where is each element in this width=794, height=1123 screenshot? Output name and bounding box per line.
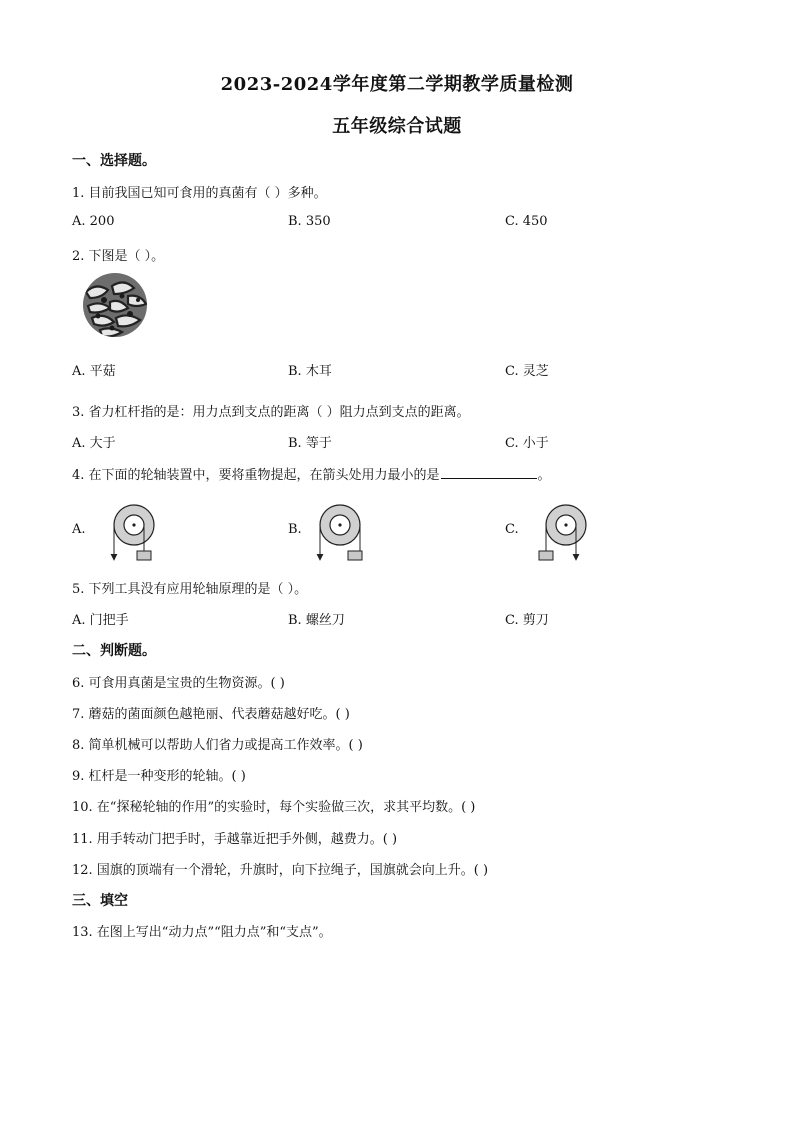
question-2: 2. 下图是（ ）。 [72, 249, 165, 264]
q1-option-c: C. 450 [505, 214, 548, 229]
judgement-item: 12. 国旗的顶端有一个滑轮，升旗时，向下拉绳子，国旗就会向上升。( ) [72, 863, 489, 878]
page-subtitle: 五年级综合试题 [332, 116, 462, 137]
question-3: 3. 省力杠杆指的是：用力点到支点的距离（ ）阻力点到支点的距离。 [72, 405, 470, 420]
page-title: 2023-2024学年度第二学期教学质量检测 [220, 74, 574, 95]
judgement-item: 7. 蘑菇的菌面颜色越艳丽、代表蘑菇越好吃。( ) [72, 707, 350, 722]
q4-option-b-label: B. [288, 522, 302, 537]
q3-option-c: C. 小于 [505, 436, 549, 451]
wheel-axle-diagram-b [312, 503, 368, 565]
question-13: 13. 在图上写出“动力点”“阻力点”和“支点”。 [72, 925, 332, 940]
judgement-item: 11. 用手转动门把手时，手越靠近把手外侧，越费力。( ) [72, 832, 398, 847]
question-1: 1. 目前我国已知可食用的真菌有（ ）多种。 [72, 186, 327, 201]
section2-heading: 二、判断题。 [72, 643, 156, 659]
question-5: 5. 下列工具没有应用轮轴原理的是（ ）。 [72, 582, 308, 597]
q2-option-c: C. 灵芝 [505, 364, 549, 379]
q4-text-end: 。 [537, 468, 551, 483]
q1-option-a: A. 200 [72, 214, 115, 229]
q5-option-b: B. 螺丝刀 [288, 613, 345, 628]
judgement-item: 9. 杠杆是一种变形的轮轴。( ) [72, 769, 246, 784]
q5-option-a: A. 门把手 [72, 613, 129, 628]
wheel-axle-diagram-a [106, 503, 162, 565]
q2-option-b: B. 木耳 [288, 364, 332, 379]
q5-option-c: C. 剪刀 [505, 613, 549, 628]
section1-heading: 一、选择题。 [72, 153, 156, 169]
answer-blank[interactable] [441, 466, 537, 479]
judgement-item: 10. 在“探秘轮轴的作用”的实验时，每个实验做三次，求其平均数。( ) [72, 800, 476, 815]
q2-option-a: A. 平菇 [72, 364, 116, 379]
mushroom-photo [82, 272, 148, 338]
section3-heading: 三、填空 [72, 893, 128, 909]
q1-option-b: B. 350 [288, 214, 331, 229]
q4-option-a-label: A. [72, 522, 86, 537]
q3-option-b: B. 等于 [288, 436, 332, 451]
judgement-item: 8. 简单机械可以帮助人们省力或提高工作效率。( ) [72, 738, 363, 753]
q4-text: 4. 在下面的轮轴装置中，要将重物提起，在箭头处用力最小的是 [72, 468, 440, 483]
wheel-axle-diagram-c [534, 503, 590, 565]
judgement-item: 6. 可食用真菌是宝贵的生物资源。( ) [72, 676, 285, 691]
question-4 [72, 464, 551, 483]
q4-option-c-label: C. [505, 522, 519, 537]
q3-option-a: A. 大于 [72, 436, 116, 451]
